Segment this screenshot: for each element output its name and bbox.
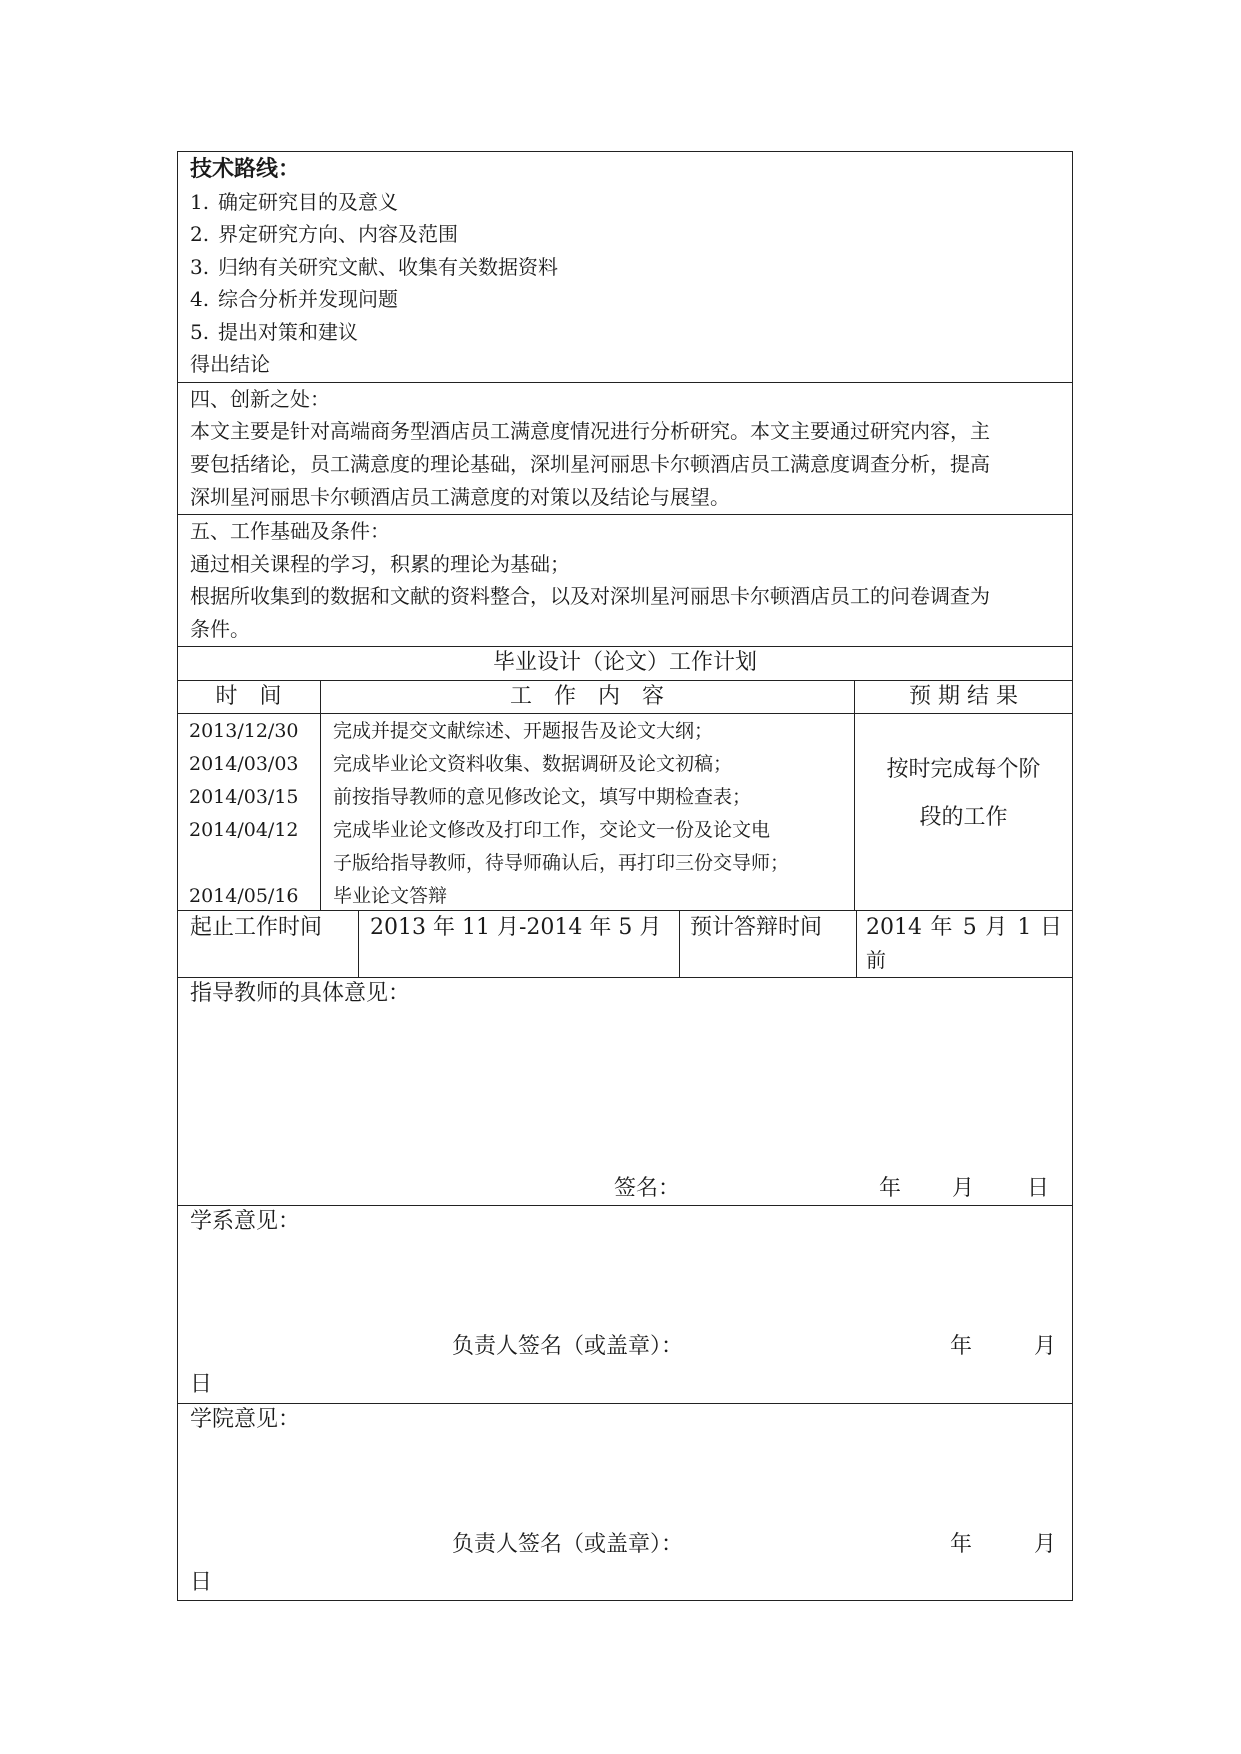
- row-divider: [177, 646, 1073, 647]
- col-divider: [358, 910, 359, 977]
- tech-route-step: [190, 287, 398, 311]
- advisor-month-label: 月: [952, 1176, 975, 1201]
- foundation-line: 条件。: [190, 617, 250, 641]
- step-number: 3.: [190, 255, 210, 279]
- plan-date: 2014/04/12: [189, 819, 299, 841]
- department-sign-label: 负责人签名（或盖章）：: [452, 1334, 684, 1359]
- department-month-label: 月: [1034, 1334, 1057, 1359]
- tech-route-step: [190, 190, 398, 214]
- plan-content-line: 完成毕业论文资料收集、数据调研及论文初稿；: [333, 753, 733, 775]
- department-year-label: 年: [950, 1334, 973, 1359]
- step-number: 4.: [190, 287, 210, 311]
- tech-route-step: [190, 255, 558, 279]
- col-divider: [856, 910, 857, 977]
- department-day-label: 日: [190, 1372, 213, 1397]
- plan-content-line: 毕业论文答辩: [333, 885, 448, 907]
- plan-content-line: 完成毕业论文修改及打印工作，交论文一份及论文电: [333, 819, 771, 841]
- row-divider: [177, 680, 1073, 681]
- advisor-year-label: 年: [879, 1176, 902, 1201]
- step-number: 2.: [190, 222, 210, 246]
- step-text: 综合分析并发现问题: [218, 287, 398, 311]
- plan-date: 2014/03/03: [189, 753, 299, 775]
- advisor-day-label: 日: [1027, 1176, 1050, 1201]
- innovation-body-line: 本文主要是针对高端商务型酒店员工满意度情况进行分析研究。本文主要通过研究内容，主: [190, 419, 990, 443]
- innovation-body-line: 要包括绪论，员工满意度的理论基础，深圳星河丽思卡尔顿酒店员工满意度调查分析，提高: [190, 452, 990, 476]
- start-end-value: 2013 年 11 月-2014 年 5 月: [370, 915, 662, 940]
- college-opinion-title: 学院意见：: [190, 1407, 301, 1432]
- row-divider: [177, 977, 1073, 978]
- foundation-line: 通过相关课程的学习，积累的理论为基础；: [190, 552, 570, 576]
- row-divider: [177, 1205, 1073, 1206]
- col-divider: [679, 910, 680, 977]
- row-divider: [177, 713, 1073, 714]
- foundation-title: 五、工作基础及条件：: [190, 519, 390, 543]
- row-divider: [177, 910, 1073, 911]
- college-year-label: 年: [950, 1532, 973, 1557]
- college-sign-label: 负责人签名（或盖章）：: [452, 1532, 684, 1557]
- work-plan-title: 毕业设计（论文）工作计划: [492, 650, 757, 675]
- advisor-sign-label: 签名：: [614, 1176, 681, 1201]
- tech-route-step: [190, 222, 458, 246]
- innovation-title: 四、创新之处：: [190, 387, 330, 411]
- step-text: 归纳有关研究文献、收集有关数据资料: [218, 255, 558, 279]
- step-text: 确定研究目的及意义: [218, 190, 398, 214]
- col-divider: [854, 680, 855, 910]
- defense-label: 预计答辩时间: [690, 915, 823, 940]
- header-time: 时 间: [215, 684, 282, 709]
- innovation-body-line: 深圳星河丽思卡尔顿酒店员工满意度的对策以及结论与展望。: [190, 485, 730, 509]
- plan-date: 2013/12/30: [189, 720, 299, 742]
- step-number: 1.: [190, 190, 210, 214]
- plan-date: 2014/03/15: [189, 786, 299, 808]
- row-divider: [177, 1403, 1073, 1404]
- col-divider: [320, 680, 321, 910]
- step-number: 5.: [190, 320, 210, 344]
- tech-route-conclusion: 得出结论: [190, 352, 270, 376]
- plan-content-line: 子版给指导教师，待导师确认后，再打印三份交导师；: [333, 852, 790, 874]
- start-end-label: 起止工作时间: [190, 915, 323, 940]
- tech-route-title: 技术路线：: [190, 156, 301, 182]
- advisor-opinion-title: 指导教师的具体意见：: [190, 981, 411, 1006]
- defense-value-line1: 2014 年 5 月 1 日: [866, 915, 1062, 940]
- step-text: 提出对策和建议: [218, 320, 358, 344]
- college-month-label: 月: [1034, 1532, 1057, 1557]
- defense-value-line2: 前: [866, 948, 886, 972]
- tech-route-step: [190, 320, 358, 344]
- plan-content-line: 完成并提交文献综述、开题报告及论文大纲；: [333, 720, 714, 742]
- proposal-table: [177, 151, 1073, 1601]
- row-divider: [177, 514, 1073, 515]
- header-result: 预 期 结 果: [909, 684, 1018, 709]
- college-day-label: 日: [190, 1570, 213, 1595]
- plan-date: 2014/05/16: [189, 885, 299, 907]
- plan-content-line: 前按指导教师的意见修改论文，填写中期检查表；: [333, 786, 752, 808]
- row-divider: [177, 382, 1073, 383]
- plan-result-line: 段的工作: [919, 805, 1008, 830]
- department-opinion-title: 学系意见：: [190, 1209, 301, 1234]
- foundation-line: 根据所收集到的数据和文献的资料整合，以及对深圳星河丽思卡尔顿酒店员工的问卷调查为: [190, 584, 990, 608]
- plan-result-line: 按时完成每个阶: [886, 757, 1041, 782]
- header-content: 工 作 内 容: [509, 684, 664, 709]
- step-text: 界定研究方向、内容及范围: [218, 222, 458, 246]
